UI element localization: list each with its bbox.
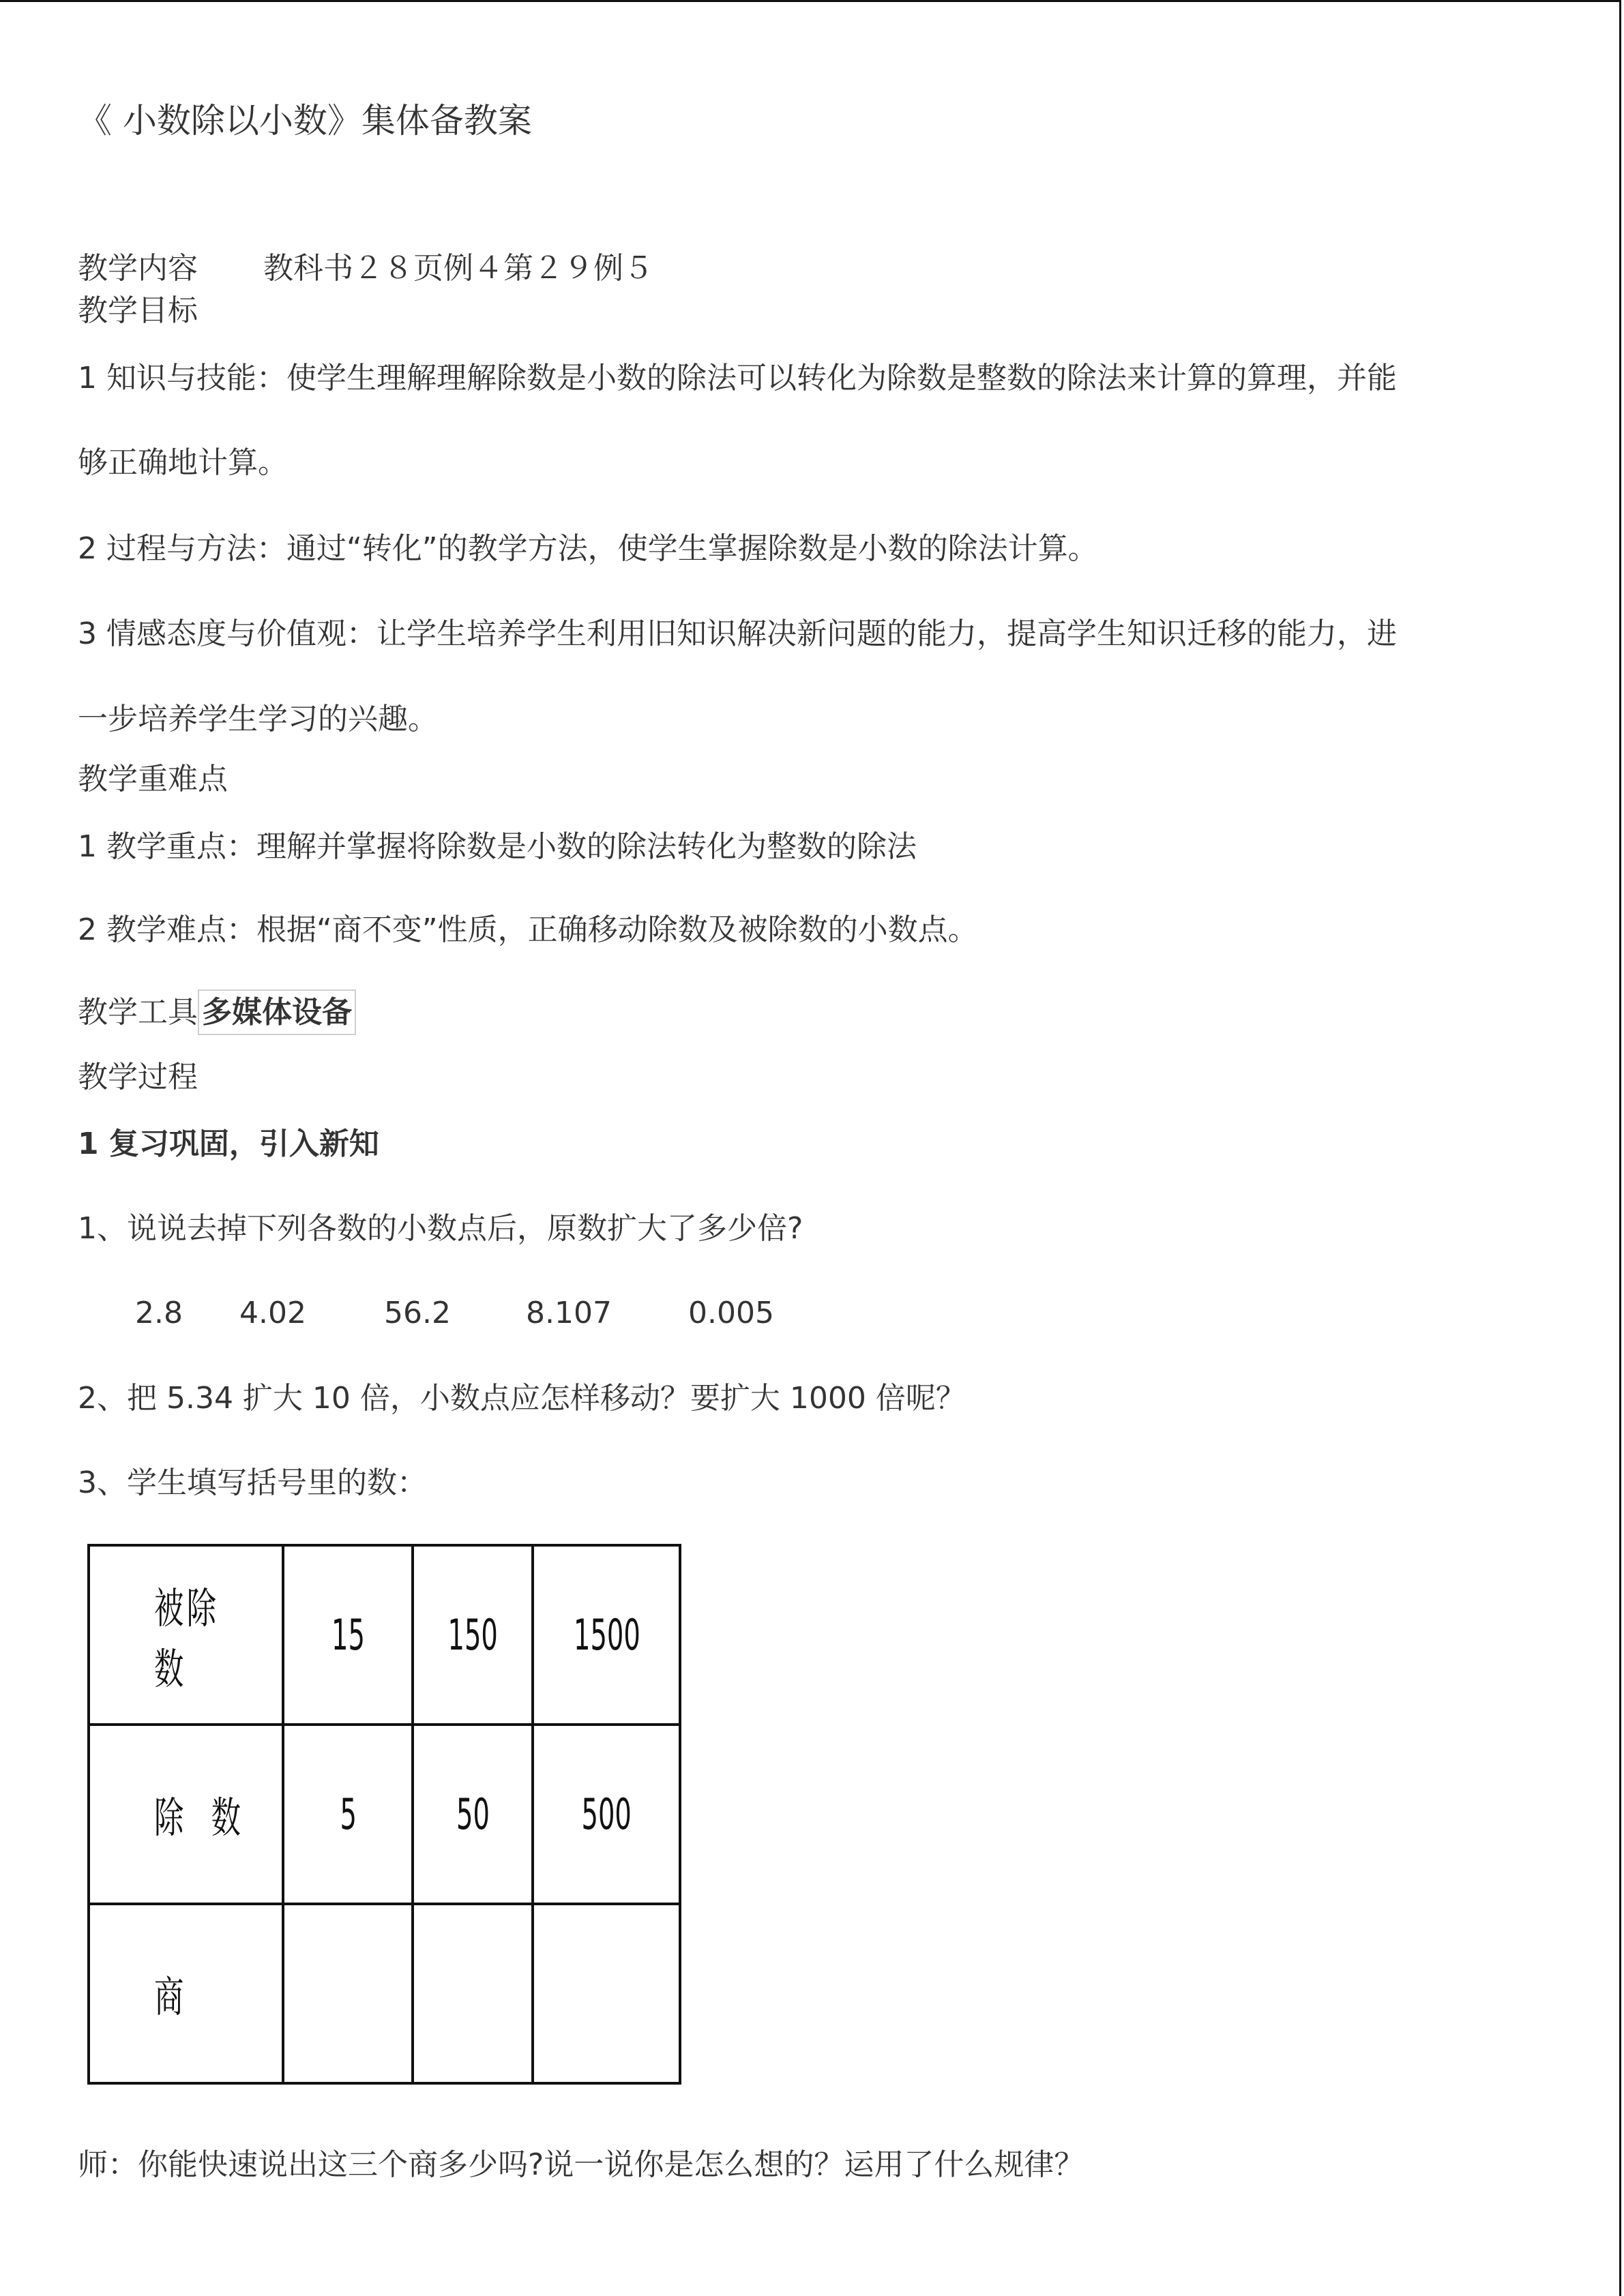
table-row-label: 被除数	[89, 1545, 283, 1725]
number-item: 56.2	[384, 1296, 451, 1330]
section-heading-review: 1 复习巩固，引入新知	[78, 1127, 379, 1161]
objective-1-line-1: 1 知识与技能：使学生理解理解除数是小数的除法可以转化为除数是整数的除法来计算的算理，并能	[78, 361, 1397, 396]
question-1: 1、说说去掉下列各数的小数点后，原数扩大了多少倍?	[78, 1211, 803, 1246]
content-label: 教学内容	[78, 251, 198, 286]
table-row	[89, 1545, 680, 1725]
table-cell: 5	[283, 1725, 413, 1904]
content-row	[78, 251, 653, 286]
quotient-table	[87, 1544, 681, 2085]
table-cell-empty[interactable]	[413, 1904, 533, 2083]
table-cell: 150	[413, 1545, 533, 1725]
objective-3-line-2: 一步培养学生学习的兴趣。	[78, 702, 438, 736]
teacher-question: 师：你能快速说出这三个商多少吗?说一说你是怎么想的？运用了什么规律？	[78, 2147, 1084, 2182]
table-cell-empty[interactable]	[283, 1904, 413, 2083]
table-cell: 50	[413, 1725, 533, 1904]
number-item: 0.005	[688, 1296, 774, 1330]
table-cell-empty[interactable]	[533, 1904, 680, 2083]
key-point-2: 2 教学难点：根据“商不变”性质，正确移动除数及被除数的小数点。	[78, 912, 978, 947]
key-point-1: 1 教学重点：理解并掌握将除数是小数的除法转化为整数的除法	[78, 829, 917, 864]
page-title: 《 小数除以小数》集体备教案	[78, 101, 532, 140]
objective-3-line-1: 3 情感态度与价值观：让学生培养学生利用旧知识解决新问题的能力，提高学生知识迁移的能力，进	[78, 616, 1397, 651]
number-list	[0, 1298, 887, 1332]
key-points-label: 教学重难点	[78, 762, 228, 796]
content-value: 教科书２８页例４第２９例５	[263, 251, 653, 286]
question-3: 3、学生填写括号里的数：	[78, 1465, 427, 1500]
tools-label: 教学工具	[78, 995, 198, 1030]
table-row-label: 除 数	[89, 1725, 283, 1904]
number-item: 2.8	[135, 1296, 183, 1330]
tools-row	[78, 995, 356, 1030]
table-cell: 1500	[533, 1545, 680, 1725]
table-cell: 500	[533, 1725, 680, 1904]
objectives-label: 教学目标	[78, 293, 198, 328]
table-row	[89, 1904, 680, 2083]
number-item: 8.107	[526, 1296, 612, 1330]
table-row	[89, 1725, 680, 1904]
tools-value: 多媒体设备	[198, 989, 356, 1035]
objective-1-line-2: 够正确地计算。	[78, 445, 288, 480]
table-row-label: 商	[89, 1904, 283, 2083]
question-2: 2、把 5.34 扩大 10 倍，小数点应怎样移动？要扩大 1000 倍呢？	[78, 1381, 966, 1416]
process-label: 教学过程	[78, 1060, 198, 1094]
number-item: 4.02	[239, 1296, 306, 1330]
objective-2: 2 过程与方法：通过“转化”的教学方法，使学生掌握除数是小数的除法计算。	[78, 531, 1098, 566]
table-cell: 15	[283, 1545, 413, 1725]
